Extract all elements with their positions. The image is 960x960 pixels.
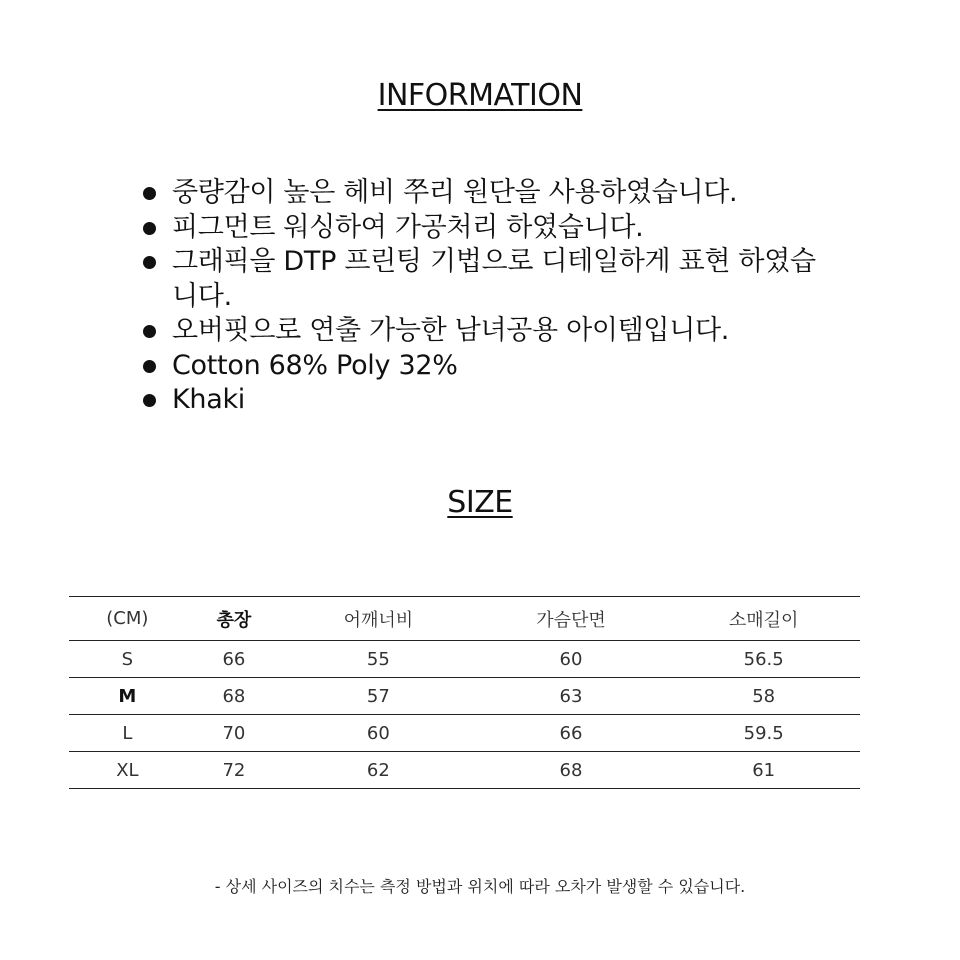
- size-disclaimer: - 상세 사이즈의 치수는 측정 방법과 위치에 따라 오차가 발생할 수 있습니다.: [214, 877, 746, 896]
- table-cell: 63: [475, 678, 668, 715]
- table-cell: 57: [282, 678, 475, 715]
- table-header-row: [69, 597, 860, 641]
- header-sleeve-length: 소매길이: [667, 597, 860, 641]
- table-cell: 68: [186, 678, 282, 715]
- information-item: Khaki: [140, 383, 820, 418]
- size-label: M: [69, 678, 186, 715]
- table-cell: 70: [186, 715, 282, 752]
- table-cell: 66: [186, 641, 282, 678]
- information-item: 그래픽을 DTP 프린팅 기법으로 디테일하게 표현 하였습니다.: [140, 245, 820, 314]
- table-cell: 62: [282, 752, 475, 789]
- table-cell: 68: [475, 752, 668, 789]
- size-label: L: [69, 715, 186, 752]
- information-list: [140, 176, 820, 418]
- information-heading-text: INFORMATION: [377, 78, 583, 113]
- table-cell: 66: [475, 715, 668, 752]
- table-row: [69, 752, 860, 789]
- table-cell: 60: [475, 641, 668, 678]
- information-item: Cotton 68% Poly 32%: [140, 349, 820, 384]
- header-chest-width: 가슴단면: [475, 597, 668, 641]
- header-total-length: 총장: [186, 597, 282, 641]
- size-heading-text: SIZE: [447, 485, 513, 520]
- size-label: XL: [69, 752, 186, 789]
- table-row: [69, 641, 860, 678]
- table-cell: 59.5: [667, 715, 860, 752]
- table-row: [69, 678, 860, 715]
- table-cell: 61: [667, 752, 860, 789]
- information-heading: [0, 78, 960, 114]
- header-shoulder-width: 어깨너비: [282, 597, 475, 641]
- information-item: 피그먼트 워싱하여 가공처리 하였습니다.: [140, 211, 820, 246]
- size-table: [69, 596, 860, 789]
- size-label: S: [69, 641, 186, 678]
- table-row: [69, 715, 860, 752]
- table-cell: 56.5: [667, 641, 860, 678]
- table-cell: 60: [282, 715, 475, 752]
- information-item: 오버핏으로 연출 가능한 남녀공용 아이템입니다.: [140, 314, 820, 349]
- table-cell: 58: [667, 678, 860, 715]
- header-unit: (CM): [69, 597, 186, 641]
- information-item: 중량감이 높은 헤비 쭈리 원단을 사용하였습니다.: [140, 176, 820, 211]
- size-heading: [0, 485, 960, 521]
- table-cell: 55: [282, 641, 475, 678]
- table-cell: 72: [186, 752, 282, 789]
